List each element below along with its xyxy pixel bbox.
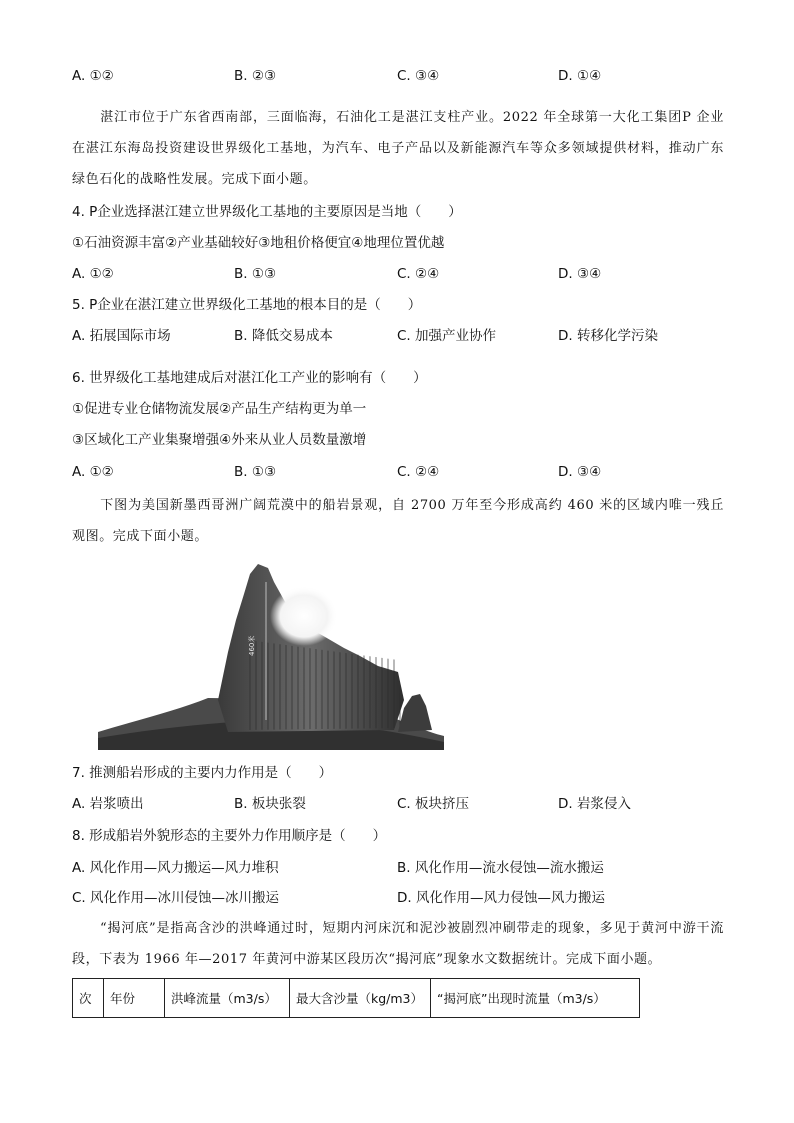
q7-option-b: B. 板块张裂 bbox=[234, 796, 306, 812]
q7-stem: 7. 推测船岩形成的主要内力作用是（ ） bbox=[72, 765, 333, 781]
q4-option-c: C. ②④ bbox=[397, 266, 440, 282]
table-header-peak-flow: 洪峰流量（m3/s） bbox=[165, 979, 290, 1018]
hydrology-table bbox=[72, 978, 640, 1018]
table-header-index: 次 bbox=[73, 979, 104, 1018]
q4-option-b: B. ①③ bbox=[234, 266, 277, 282]
q4-option-d: D. ③④ bbox=[558, 266, 602, 282]
table-header-row bbox=[73, 979, 640, 1018]
q6-statements-1: ①促进专业仓储物流发展②产品生产结构更为单一 bbox=[72, 401, 367, 417]
q5-option-b: B. 降低交易成本 bbox=[234, 328, 333, 344]
q6-option-a: A. ①② bbox=[72, 464, 114, 480]
q6-stem: 6. 世界级化工基地建成后对湛江化工产业的影响有（ ） bbox=[72, 370, 427, 386]
photo-height-label: 460米 bbox=[248, 635, 256, 656]
q6-option-b: B. ①③ bbox=[234, 464, 277, 480]
passage-shiprock-text: 下图为美国新墨西哥洲广阔荒漠中的船岩景观，自 2700 万年至今形成高约 460 米的区域内唯一残丘观图。完成下面小题。 bbox=[72, 498, 724, 544]
q8-option-a: A. 风化作用—风力搬运—风力堆积 bbox=[72, 860, 279, 876]
q3-option-b: B. ②③ bbox=[234, 68, 277, 84]
q4-stem: 4. P企业选择湛江建立世界级化工基地的主要原因是当地（ ） bbox=[72, 204, 462, 220]
q5-option-c: C. 加强产业协作 bbox=[397, 328, 497, 344]
q8-option-c: C. 风化作用—冰川侵蚀—冰川搬运 bbox=[72, 890, 280, 906]
shiprock-photo bbox=[98, 560, 444, 750]
q5-option-d: D. 转移化学污染 bbox=[558, 328, 658, 344]
passage-zhanjiang bbox=[72, 102, 724, 195]
q8-option-b: B. 风化作用—流水侵蚀—流水搬运 bbox=[397, 860, 604, 876]
table-header-jiehedi-flow: “揭河底”出现时流量（m3/s） bbox=[431, 979, 640, 1018]
q7-option-a: A. 岩浆喷出 bbox=[72, 796, 144, 812]
q3-option-a: A. ①② bbox=[72, 68, 114, 84]
q7-option-d: D. 岩浆侵入 bbox=[558, 796, 631, 812]
q5-option-a: A. 拓展国际市场 bbox=[72, 328, 171, 344]
q6-statements-2: ③区域化工产业集聚增强④外来从业人员数量激增 bbox=[72, 432, 367, 448]
passage-zhanjiang-text: 湛江市位于广东省西南部，三面临海，石油化工是湛江支柱产业。2022 年全球第一大化工集团P 企业在湛江东海岛投资建设世界级化工基地，为汽车、电子产品以及新能源汽车等众多领域提供材料，推动广东绿色石化的战略性发展。完成下面小题。 bbox=[72, 110, 724, 187]
q8-option-d: D. 风化作用—风力侵蚀—风力搬运 bbox=[397, 890, 605, 906]
q3-option-c: C. ③④ bbox=[397, 68, 440, 84]
table-header-max-sediment: 最大含沙量（kg/m3） bbox=[290, 979, 431, 1018]
q3-option-d: D. ①④ bbox=[558, 68, 602, 84]
passage-jiehedi-text: “揭河底”是指高含沙的洪峰通过时，短期内河床沉和泥沙被剧烈冲刷带走的现象，多见于黄河中游干流段，下表为 1966 年—2017 年黄河中游某区段历次“揭河底”现象水文数据统计。完成下面小题。 bbox=[72, 921, 724, 967]
passage-shiprock bbox=[72, 490, 724, 552]
q8-stem: 8. 形成船岩外貌形态的主要外力作用顺序是（ ） bbox=[72, 828, 387, 844]
passage-jieheди bbox=[72, 913, 724, 975]
q7-option-c: C. 板块挤压 bbox=[397, 796, 470, 812]
table-header-year: 年份 bbox=[104, 979, 165, 1018]
q6-option-c: C. ②④ bbox=[397, 464, 440, 480]
q4-statements: ①石油资源丰富②产业基础较好③地租价格便宜④地理位置优越 bbox=[72, 235, 445, 251]
q4-option-a: A. ①② bbox=[72, 266, 114, 282]
q6-option-d: D. ③④ bbox=[558, 464, 602, 480]
q5-stem: 5. P企业在湛江建立世界级化工基地的根本目的是（ ） bbox=[72, 297, 422, 313]
